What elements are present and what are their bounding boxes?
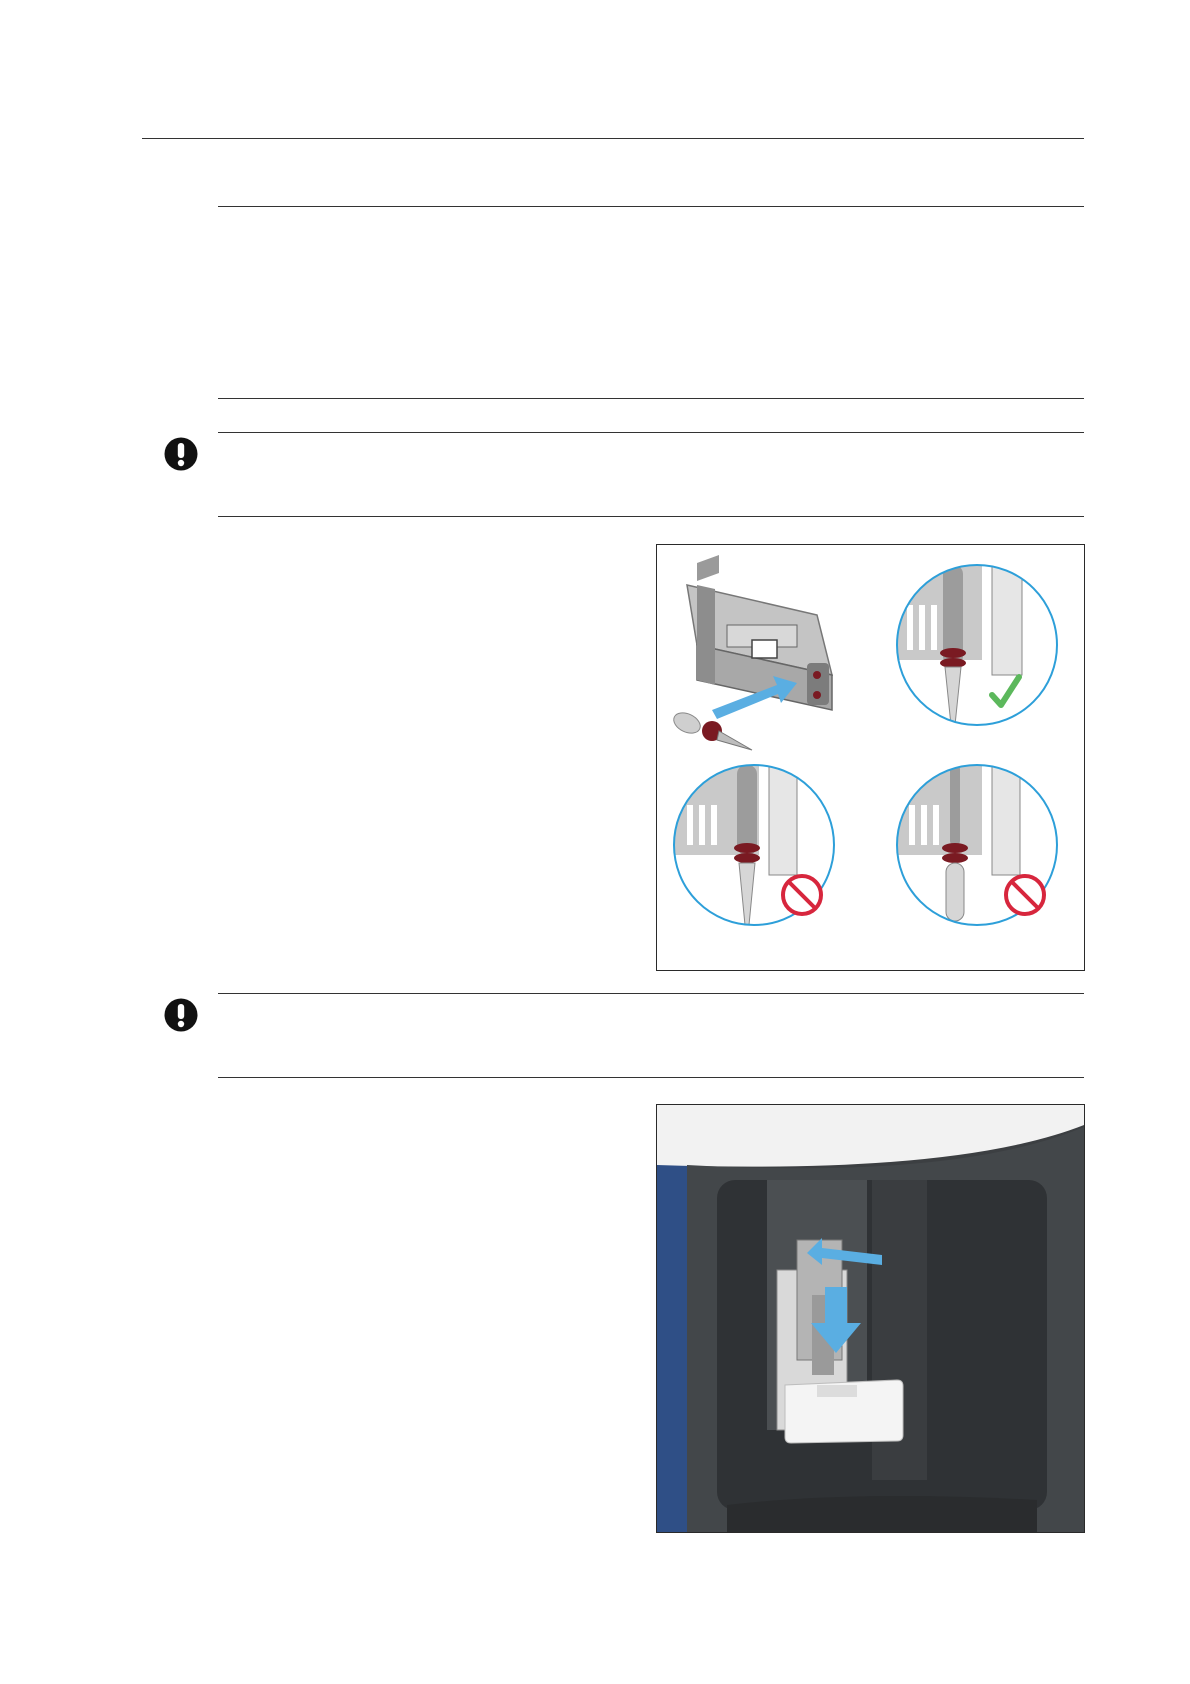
header-rule <box>142 138 1084 139</box>
part-insertion-figure <box>656 544 1085 971</box>
instrument-illustration <box>657 1105 1084 1532</box>
instrument-cartridge-figure <box>656 1104 1085 1533</box>
section-divider-1 <box>218 206 1084 207</box>
exclamation-notice-icon <box>164 437 198 471</box>
loose-part <box>671 709 752 750</box>
correct-position-detail <box>897 565 1057 725</box>
rack-assembly <box>687 555 832 710</box>
notice-bottom-rule-2 <box>218 1077 1084 1078</box>
notice-bottom-rule <box>218 516 1084 517</box>
prohibited-icon <box>1006 876 1044 914</box>
incorrect-position-detail-1 <box>674 765 834 925</box>
notice-top-rule <box>218 432 1084 433</box>
part-insertion-illustration <box>657 545 1084 970</box>
exclamation-notice-icon <box>164 998 198 1032</box>
prohibited-icon <box>783 876 821 914</box>
section-divider-2 <box>218 398 1084 399</box>
incorrect-position-detail-2 <box>897 765 1057 925</box>
notice-top-rule-2 <box>218 993 1084 994</box>
